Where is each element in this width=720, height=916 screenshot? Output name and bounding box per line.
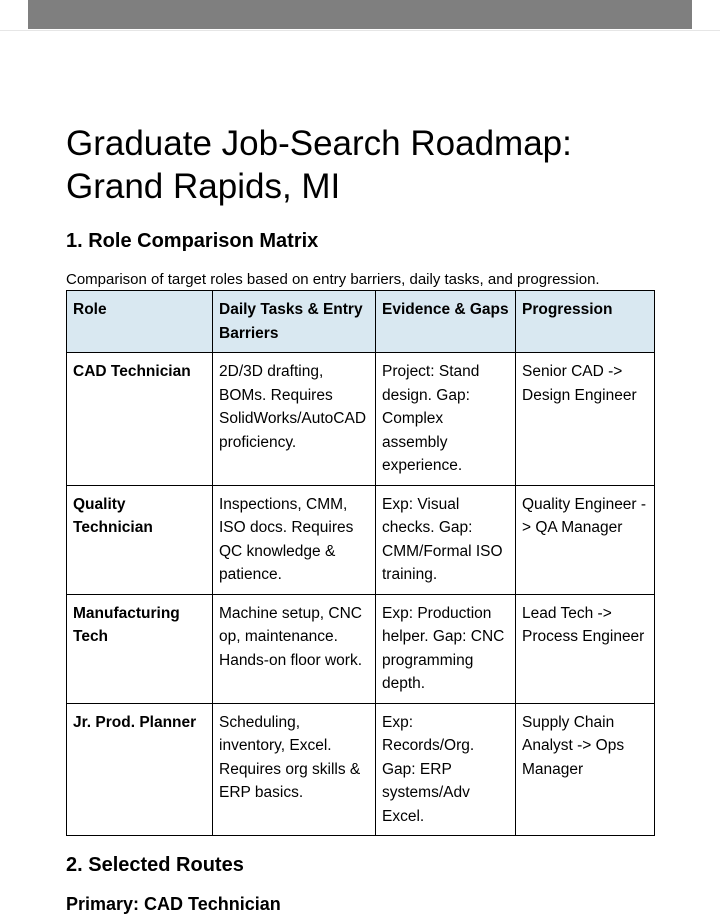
header-daily-tasks: Daily Tasks & Entry Barriers bbox=[213, 291, 376, 353]
document-title: Graduate Job-Search Roadmap: Grand Rapids, MI bbox=[66, 124, 572, 206]
cell-evidence: Exp: Visual checks. Gap: CMM/Formal ISO training. bbox=[376, 485, 516, 594]
top-bar-strip bbox=[28, 0, 692, 29]
cell-tasks: Scheduling, inventory, Excel. Requires org skills & ERP basics. bbox=[213, 703, 376, 836]
cell-progression: Quality Engineer -> QA Manager bbox=[516, 485, 655, 594]
table-caption: Comparison of target roles based on entry barriers, daily tasks, and progression. bbox=[66, 271, 600, 288]
cell-tasks: Machine setup, CNC op, maintenance. Hands-on floor work. bbox=[213, 594, 376, 703]
cell-evidence: Exp: Records/Org. Gap: ERP systems/Adv Excel. bbox=[376, 703, 516, 836]
table-header-row bbox=[67, 291, 655, 353]
cell-evidence: Project: Stand design. Gap: Complex assembly experience. bbox=[376, 353, 516, 486]
browser-top-bar bbox=[0, 0, 720, 31]
cell-role: Quality Technician bbox=[67, 485, 213, 594]
table-row bbox=[67, 485, 655, 594]
table-row bbox=[67, 594, 655, 703]
primary-route-heading: Primary: CAD Technician bbox=[66, 894, 281, 914]
cell-evidence: Exp: Production helper. Gap: CNC programming depth. bbox=[376, 594, 516, 703]
role-comparison-table bbox=[66, 290, 655, 836]
header-progression: Progression bbox=[516, 291, 655, 353]
cell-role: CAD Technician bbox=[67, 353, 213, 486]
section-heading-selected-routes: 2. Selected Routes bbox=[66, 854, 244, 876]
cell-role: Jr. Prod. Planner bbox=[67, 703, 213, 836]
cell-tasks: 2D/3D drafting, BOMs. Requires SolidWorks/AutoCAD proficiency. bbox=[213, 353, 376, 486]
header-role: Role bbox=[67, 291, 213, 353]
table-row bbox=[67, 353, 655, 486]
cell-tasks: Inspections, CMM, ISO docs. Requires QC knowledge & patience. bbox=[213, 485, 376, 594]
section-heading-role-comparison: 1. Role Comparison Matrix bbox=[66, 230, 319, 252]
cell-progression: Senior CAD -> Design Engineer bbox=[516, 353, 655, 486]
table-row bbox=[67, 703, 655, 836]
cell-role: Manufacturing Tech bbox=[67, 594, 213, 703]
cell-progression: Lead Tech -> Process Engineer bbox=[516, 594, 655, 703]
header-evidence: Evidence & Gaps bbox=[376, 291, 516, 353]
cell-progression: Supply Chain Analyst -> Ops Manager bbox=[516, 703, 655, 836]
document-page bbox=[66, 122, 666, 916]
